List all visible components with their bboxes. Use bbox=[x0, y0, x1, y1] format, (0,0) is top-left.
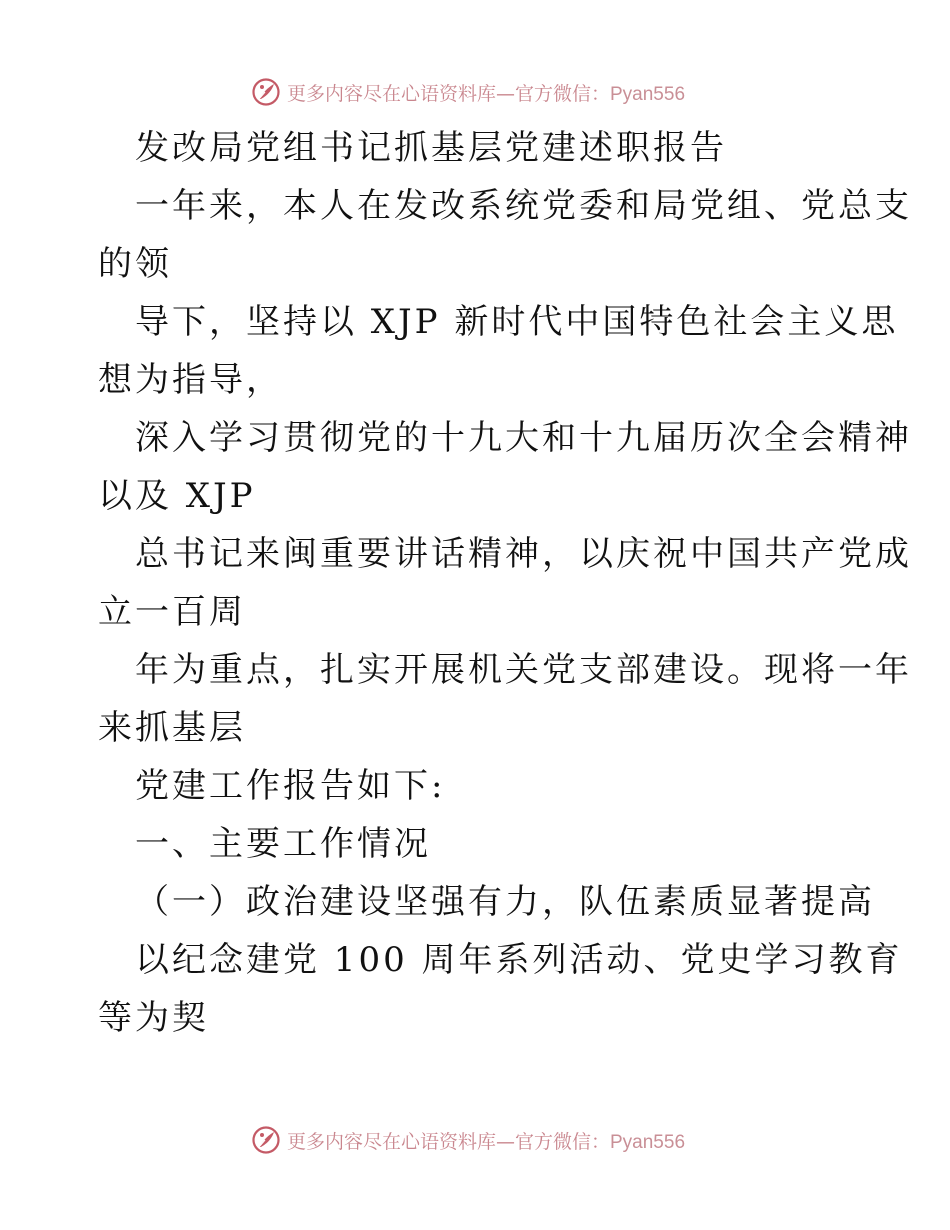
paragraph-line: 党建工作报告如下: bbox=[135, 766, 446, 806]
quill-logo-icon bbox=[251, 1125, 281, 1155]
paragraph-line: 以纪念建党 100 周年系列活动、党史学习教育 bbox=[135, 940, 903, 980]
watermark-site-text: 更多内容尽在心语资料库 bbox=[286, 82, 496, 105]
paragraph-line: 总书记来闽重要讲话精神，以庆祝中国共产党成 bbox=[135, 534, 912, 574]
watermark-wechat-label: 官方微信： bbox=[514, 82, 610, 105]
paragraph-line: 年为重点，扎实开展机关党支部建设。现将一年 bbox=[135, 650, 912, 690]
quill-logo-icon bbox=[251, 77, 281, 107]
watermark-text bbox=[287, 79, 685, 106]
watermark-wechat-id: Pyan556 bbox=[610, 1131, 686, 1153]
paragraph-line: 来抓基层 bbox=[98, 708, 246, 748]
section-heading: 一、主要工作情况 bbox=[135, 824, 431, 864]
watermark-site-text: 更多内容尽在心语资料库 bbox=[286, 1130, 496, 1153]
watermark-wechat-label: 官方微信： bbox=[514, 1130, 610, 1153]
paragraph-line: 一年来，本人在发改系统党委和局党组、党总支 bbox=[135, 186, 912, 226]
subsection-heading: （一）政治建设坚强有力，队伍素质显著提高 bbox=[135, 882, 875, 922]
paragraph-line: 立一百周 bbox=[98, 592, 246, 632]
paragraph-line: 导下，坚持以 XJP 新时代中国特色社会主义思 bbox=[135, 302, 899, 342]
paragraph-line: 的领 bbox=[98, 244, 172, 284]
watermark-dash: — bbox=[495, 1130, 515, 1153]
paragraph-line: 深入学习贯彻党的十九大和十九届历次全会精神 bbox=[135, 418, 912, 458]
document-title: 发改局党组书记抓基层党建述职报告 bbox=[135, 128, 727, 168]
watermark-wechat-id: Pyan556 bbox=[610, 83, 686, 105]
footer-watermark-banner bbox=[0, 1120, 950, 1160]
watermark-text bbox=[287, 1127, 685, 1154]
watermark-dash: — bbox=[495, 82, 515, 105]
paragraph-line: 想为指导， bbox=[98, 360, 283, 400]
paragraph-line: 以及 XJP bbox=[98, 476, 256, 516]
paragraph-line: 等为契 bbox=[98, 998, 209, 1038]
header-watermark-banner bbox=[0, 72, 950, 112]
